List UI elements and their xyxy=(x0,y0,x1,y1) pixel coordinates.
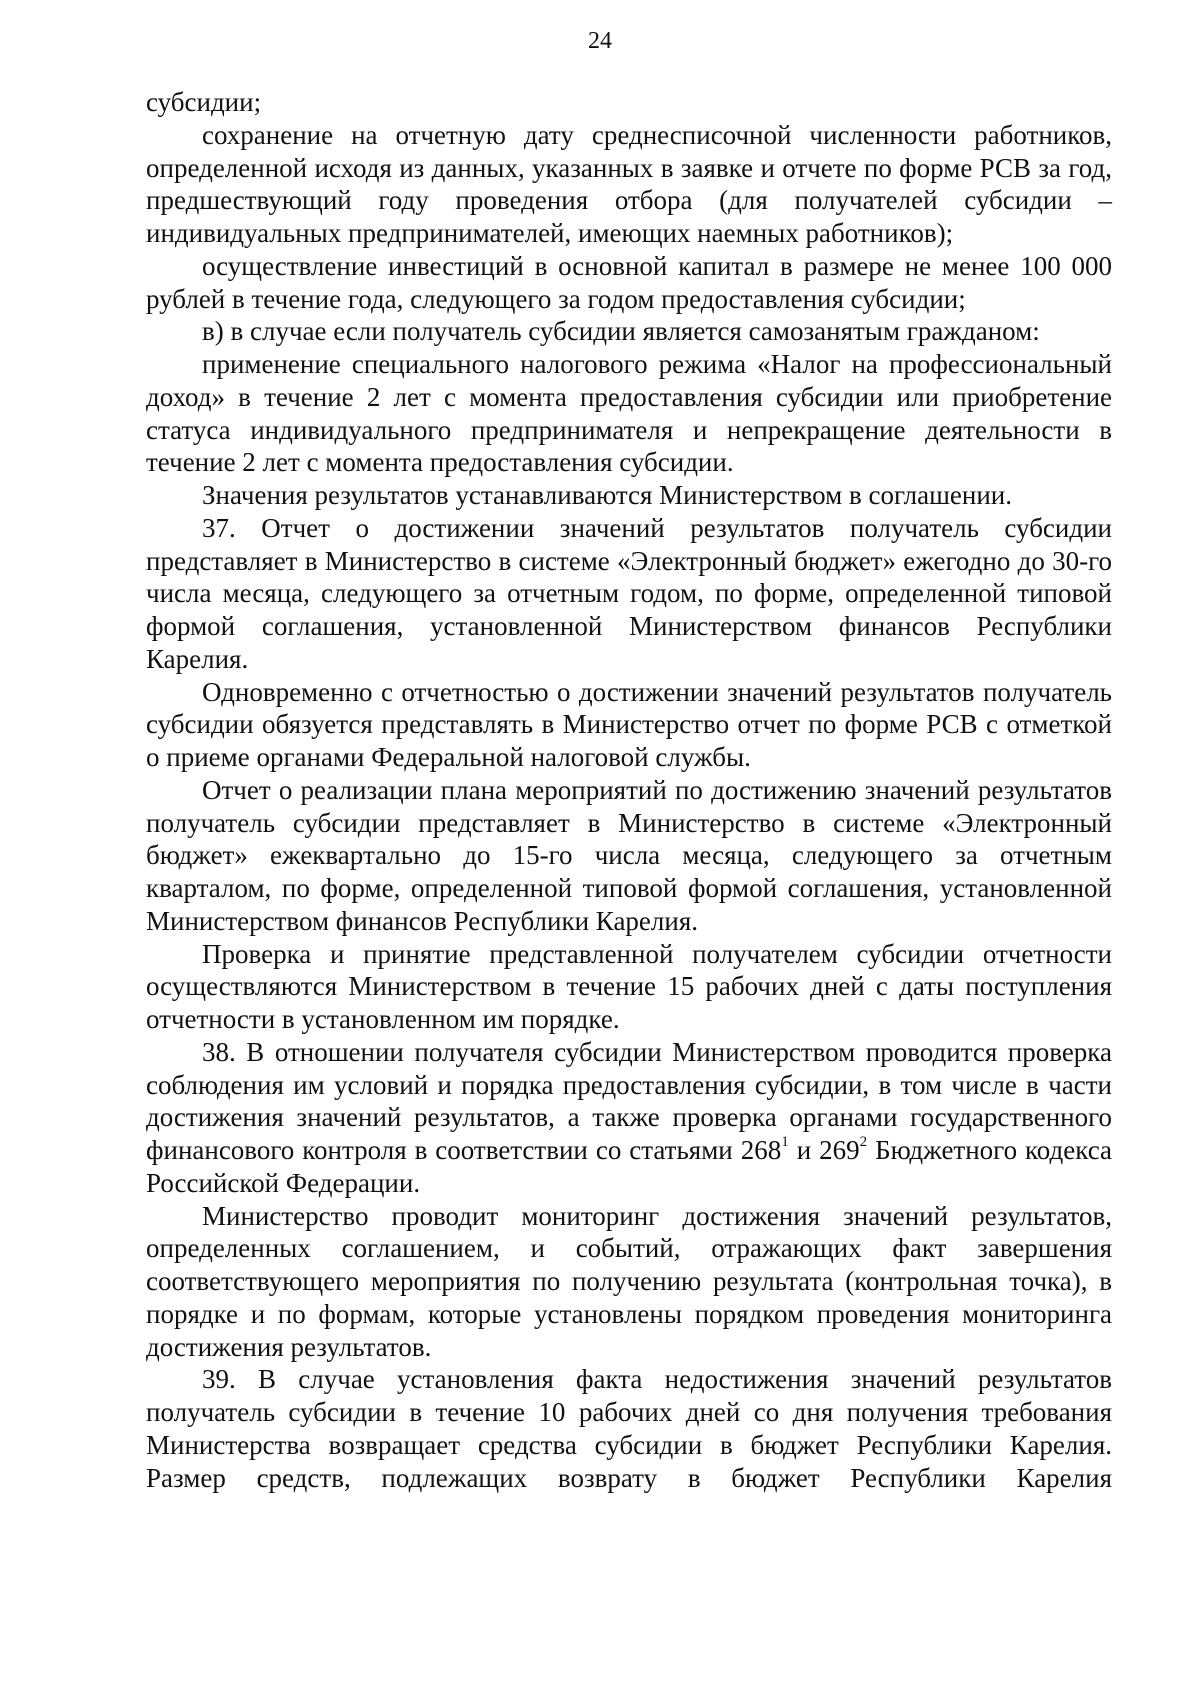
page-number: 24 xyxy=(588,28,612,54)
clause-38-text-3: Бюджетного кодекса Российской Федерации. xyxy=(146,1135,1112,1198)
paragraph-headcount-condition: сохранение на отчетную дату среднесписочной численности работников, определенной исходя из данных, указанных в заявке и отчете по форме РСВ за год, предшествующий году проведения отбора (для получателей субсидии – индивидуальных предпринимателей, имеющих наемных работников); xyxy=(146,119,1112,248)
paragraph-clause-39: 39. В случае установления факта недостижения значений результатов получатель субсидии в течение 10 рабочих дней со дня получения требования Министерства возвращает средства субсидии в бюджет Республики Карелия. Размер средств, подлежащих возврату в бюджет Республики Карелия xyxy=(146,1364,1112,1493)
paragraph-investment-condition: осуществление инвестиций в основной капитал в размере не менее 100 000 рублей в течение года, следующего за годом предоставления субсидии; xyxy=(146,250,1112,314)
paragraph-result-values: Значения результатов устанавливаются Министерством в соглашении. xyxy=(202,480,1012,510)
paragraph-report-verification: Проверка и принятие представленной получателем субсидии отчетности осуществляются Министерством в течение 15 рабочих дней с даты поступления отчетности в установленном им порядке. xyxy=(146,938,1112,1034)
paragraph-action-plan-report: Отчет о реализации плана мероприятий по достижению значений результатов получатель субсидии представляет в Министерство в системе «Электронный бюджет» ежеквартально до 15-го числа месяца, следующего за отчетным кварталом, по форме, определенной типовой формой соглашения, установленной Министерством финансов Республики Карелия. xyxy=(146,774,1112,936)
clause-38-text-2: и 269 xyxy=(788,1135,860,1165)
footnote-superscript-2: 2 xyxy=(859,1134,868,1150)
clause-38-text-1: 38. В отношении получателя субсидии Министерством проводится проверка соблюдения им условий и порядка предоставления субсидии, в том числе в части достижения значений результатов, а также проверка органами государственного финансового контроля в соответствии со статьями 268 xyxy=(146,1036,1112,1165)
document-body xyxy=(146,86,1112,1494)
paragraph-continuation: субсидии; xyxy=(146,87,262,117)
paragraph-self-employed-heading: в) в случае если получатель субсидии является самозанятым гражданом: xyxy=(202,316,1040,347)
paragraph-rsv-report: Одновременно с отчетностью о достижении значений результатов получатель субсидии обязуется представлять в Министерство отчет по форме РСВ с отметкой о приеме органами Федеральной налоговой службы. xyxy=(146,676,1112,772)
paragraph-clause-38 xyxy=(146,1036,1112,1200)
paragraph-clause-37: 37. Отчет о достижении значений результатов получатель субсидии представляет в Министерство в системе «Электронный бюджет» ежегодно до 30-го числа месяца, следующего за отчетным годом, по форме, определенной типовой формой соглашения, установленной Министерством финансов Республики Карелия. xyxy=(146,512,1112,674)
footnote-superscript-1: 1 xyxy=(781,1134,789,1150)
paragraph-monitoring: Министерство проводит мониторинг достижения значений результатов, определенных соглашением, и событий, отражающих факт завершения соответствующего мероприятия по получению результата (контрольная точка), в порядке и по формам, которые установлены порядком проведения мониторинга достижения результатов. xyxy=(146,1200,1112,1362)
paragraph-tax-regime-condition: применение специального налогового режима «Налог на профессиональный доход» в течение 2 лет с момента предоставления субсидии или приобретение статуса индивидуального предпринимателя и непрекращение деятельности в течение 2 лет с момента предоставления субсидии. xyxy=(146,349,1112,478)
